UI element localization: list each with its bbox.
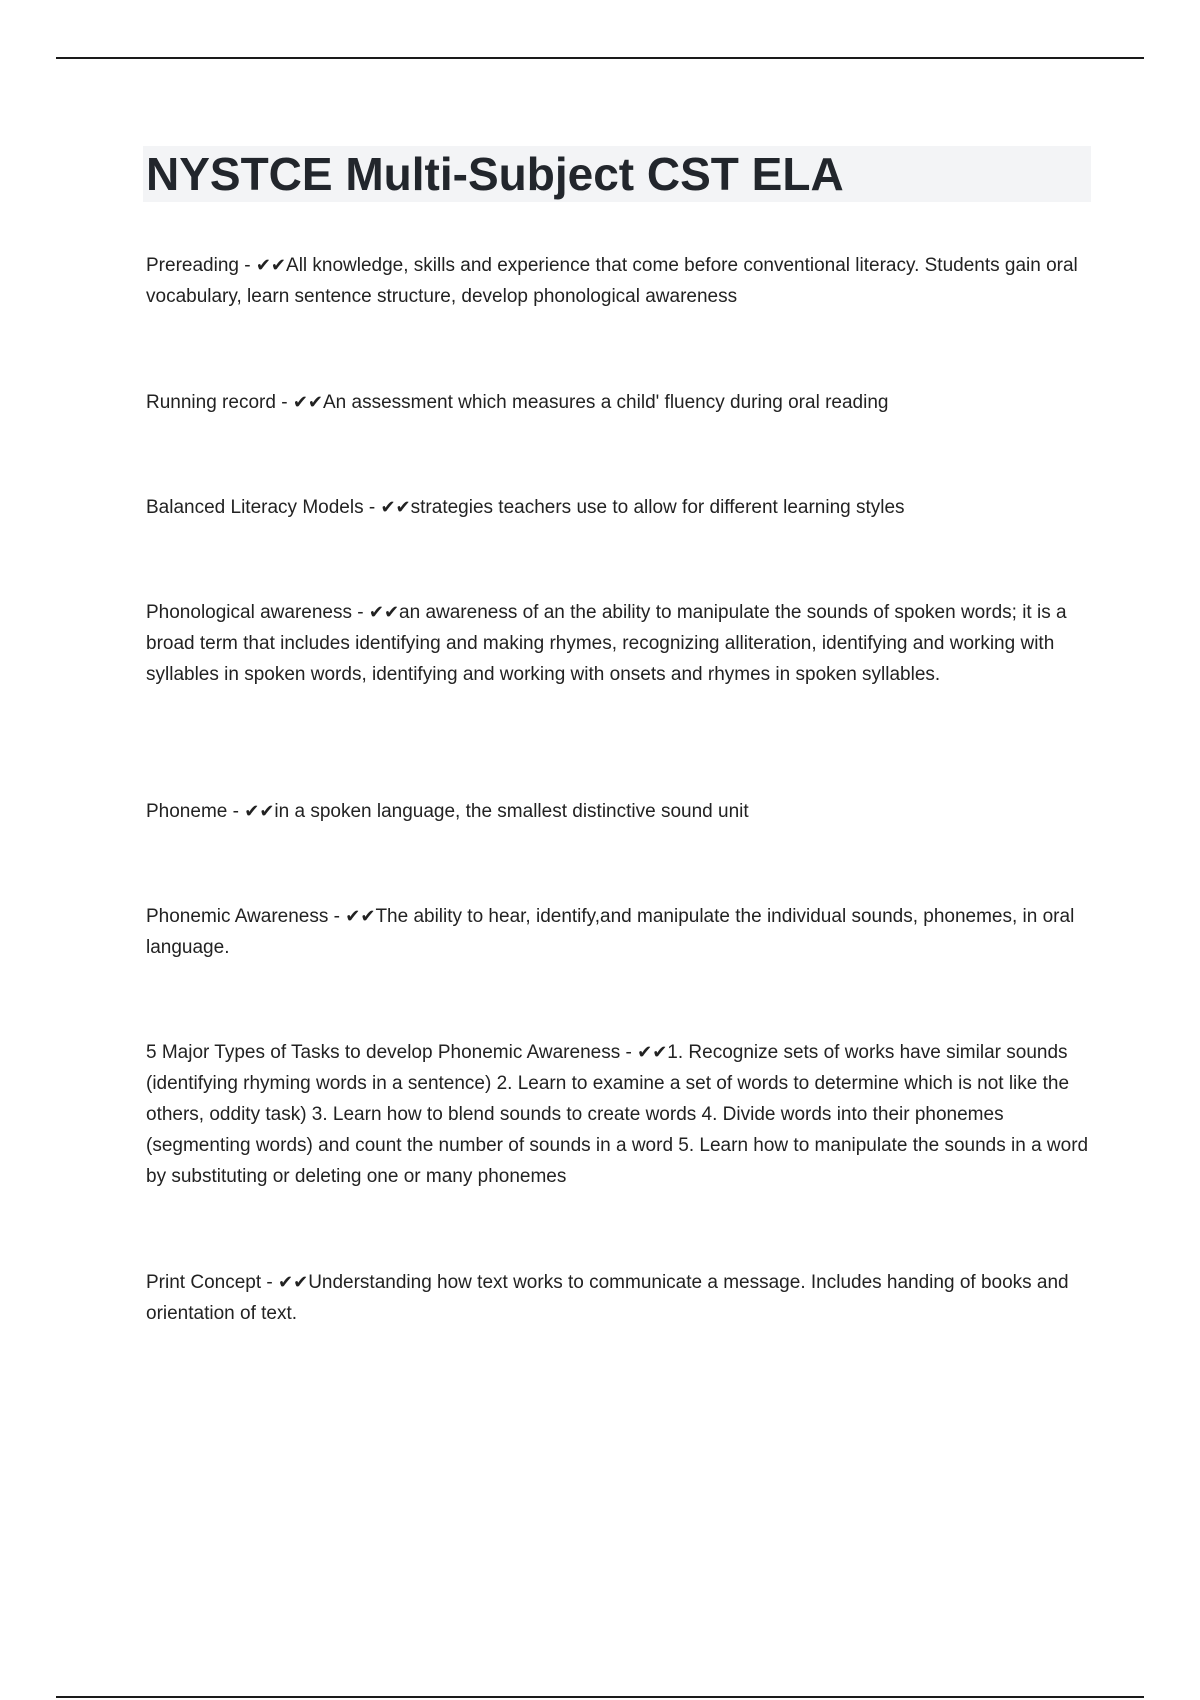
check-separator: ✔✔: [292, 392, 323, 413]
entry-definition: An assessment which measures a child' fluency during oral reading: [322, 392, 889, 413]
entry-term: 5 Major Types of Tasks to develop Phonemic Awareness: [146, 1042, 621, 1063]
entry-definition: The ability to hear, identify,and manipulate the individual sounds, phonemes, in oral language.: [146, 906, 1075, 958]
entry-phonological-awareness: Phonological awareness - ✔✔an awareness of an the ability to manipulate the sounds of spoken words; it is a broad term that includes identifying and making rhymes, recognizing alliteration, identifying and working with syllables in spoken words, identifying and working with onsets and rhymes in spoken syllables.: [146, 602, 1067, 685]
entry-definition: All knowledge, skills and experience that come before conventional literacy. Students gain oral vocabulary, learn sentence structure, develop phonological awareness: [146, 255, 1078, 307]
check-separator: ✔✔: [380, 497, 411, 518]
entry-running-record: Running record - ✔✔An assessment which measures a child' fluency during oral reading: [146, 392, 889, 413]
entry-term: Running record: [146, 392, 276, 413]
entry-print-concept: Print Concept - ✔✔Understanding how text works to communicate a message. Includes handing of books and orientation of text.: [146, 1272, 1069, 1324]
entry-definition: strategies teachers use to allow for different learning styles: [410, 497, 905, 518]
check-separator: ✔✔: [278, 1272, 309, 1293]
entry-term: Phonological awareness: [146, 602, 352, 623]
entry-term: Balanced Literacy Models: [146, 497, 364, 518]
top-rule: [56, 57, 1144, 59]
check-separator: ✔✔: [637, 1042, 668, 1063]
check-separator: ✔✔: [255, 255, 287, 276]
entry-term: Prereading: [146, 255, 239, 276]
entry-definition: an awareness of an the ability to manipulate the sounds of spoken words; it is a broad term that includes identifying and making rhymes, recognizing alliteration, identifying and working with syllables in spoken words, identifying and working with onsets and rhymes in spoken syllables.: [146, 602, 1067, 685]
entry-term: Print Concept: [146, 1272, 262, 1293]
check-separator: ✔✔: [244, 801, 275, 822]
entry-phonemic-awareness: Phonemic Awareness - ✔✔The ability to hear, identify,and manipulate the individual sounds, phonemes, in oral language.: [146, 906, 1075, 958]
entry-definition: 1. Recognize sets of works have similar sounds (identifying rhyming words in a sentence) 2. Learn to examine a set of words to determine which is not like the others, oddity task) 3. Learn how to blend sounds to create words 4. Divide words into their phonemes (segmenting words) and count the number of sounds in a word 5. Learn how to manipulate the sounds in a word by substituting or deleting one or many phonemes: [146, 1042, 1089, 1187]
entry-phoneme: Phoneme - ✔✔in a spoken language, the smallest distinctive sound unit: [146, 801, 749, 822]
entry-term: Phoneme: [146, 801, 228, 822]
check-separator: ✔✔: [368, 602, 400, 623]
entry-definition: Understanding how text works to communicate a message. Includes handing of books and orientation of text.: [146, 1272, 1069, 1324]
entry-prereading: Prereading - ✔✔All knowledge, skills and experience that come before conventional literacy. Students gain oral vocabulary, learn sentence structure, develop phonological awareness: [146, 255, 1078, 307]
entry-term: Phonemic Awareness: [146, 906, 329, 927]
document-title: NYSTCE Multi-Subject CST ELA: [146, 148, 844, 200]
bottom-rule: [56, 1696, 1144, 1698]
entry-major-tasks: 5 Major Types of Tasks to develop Phonemic Awareness - ✔✔1. Recognize sets of works have similar sounds (identifying rhyming words in a sentence) 2. Learn to examine a set of words to determine which is not like the others, oddity task) 3. Learn how to blend sounds to create words 4. Divide words into their phonemes (segmenting words) and count the number of sounds in a word 5. Learn how to manipulate the sounds in a word by substituting or deleting one or many phonemes: [146, 1042, 1089, 1187]
check-separator: ✔✔: [345, 906, 376, 927]
entry-balanced-literacy-models: Balanced Literacy Models - ✔✔strategies teachers use to allow for different learning styles: [146, 497, 905, 518]
entry-definition: in a spoken language, the smallest distinctive sound unit: [274, 801, 749, 822]
